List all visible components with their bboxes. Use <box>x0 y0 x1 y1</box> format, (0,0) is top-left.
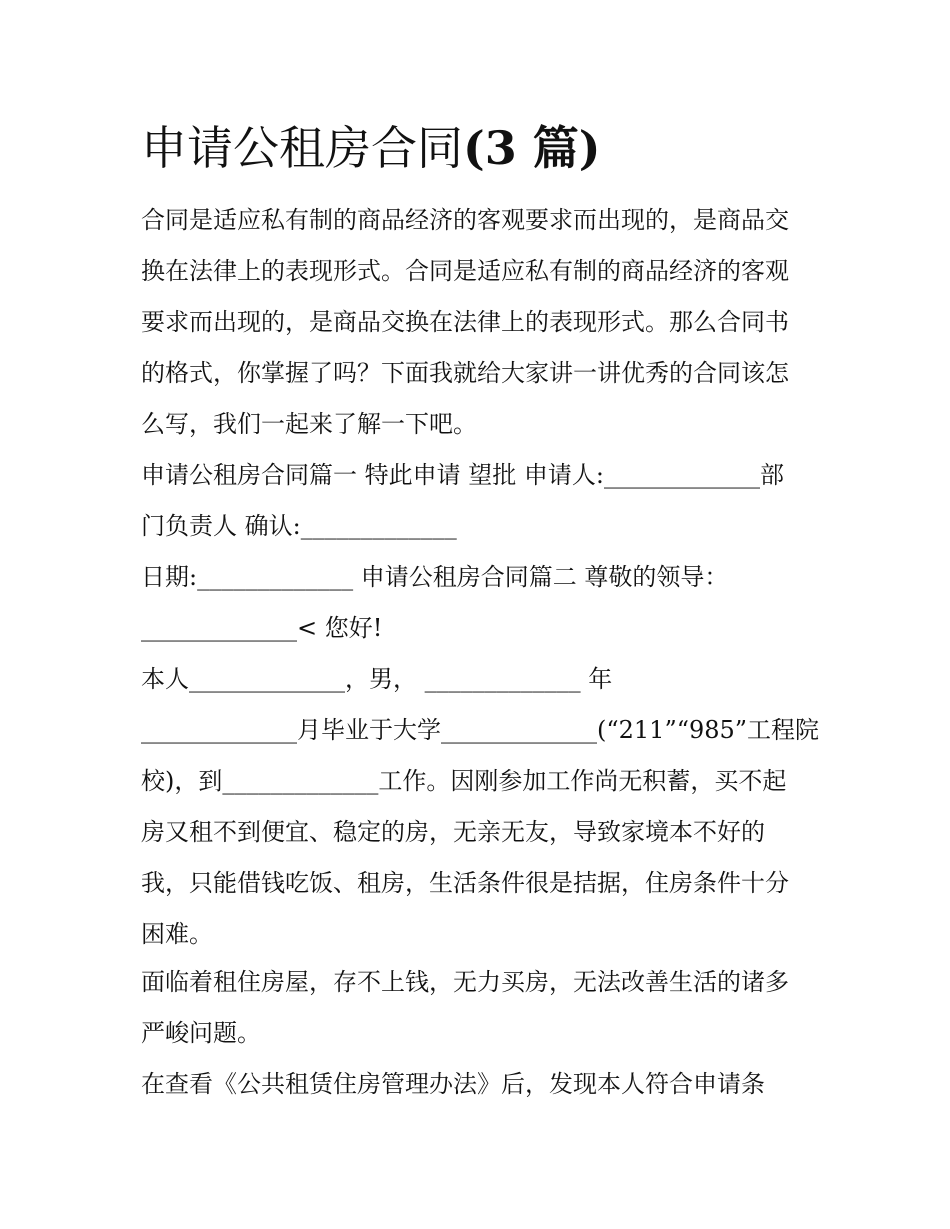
body-line: 的格式，你掌握了吗？下面我就给大家讲一讲优秀的合同该怎 <box>141 359 789 387</box>
page-title <box>141 118 601 178</box>
body-line: 合同是适应私有制的商品经济的客观要求而出现的，是商品交 <box>141 206 789 234</box>
body-line: 在查看《公共租赁住房管理办法》后，发现本人符合申请条 <box>141 1070 765 1098</box>
body-line: 严峻问题。 <box>141 1019 261 1047</box>
body-line: 困难。 <box>141 920 213 948</box>
body-line: 本人_____________，男， _____________ 年 <box>141 665 613 693</box>
body-line: 么写，我们一起来了解一下吧。 <box>141 410 477 438</box>
body-line: _____________月毕业于大学_____________(“211”“985”工程院 <box>141 716 820 744</box>
title-main: 申请公租房合同 <box>141 121 463 175</box>
title-suffix: (3 篇) <box>463 121 601 175</box>
body-line: _____________< 您好! <box>141 614 383 642</box>
body-line: 换在法律上的表现形式。合同是适应私有制的商品经济的客观 <box>141 257 789 285</box>
body-line: 校)，到_____________工作。因刚参加工作尚无积蓄，买不起 <box>141 767 787 795</box>
body-line: 申请公租房合同篇一 特此申请 望批 申请人:_____________部 <box>141 461 784 489</box>
body-line: 要求而出现的，是商品交换在法律上的表现形式。那么合同书 <box>141 308 789 336</box>
body-line: 日期:_____________ 申请公租房合同篇二 尊敬的领导： <box>141 563 729 591</box>
body-line: 门负责人 确认:_____________ <box>141 512 457 540</box>
body-line: 我，只能借钱吃饭、租房，生活条件很是拮据，住房条件十分 <box>141 869 789 897</box>
body-line: 房又租不到便宜、稳定的房，无亲无友，导致家境本不好的 <box>141 818 765 846</box>
body-line: 面临着租住房屋，存不上钱，无力买房，无法改善生活的诸多 <box>141 968 789 996</box>
